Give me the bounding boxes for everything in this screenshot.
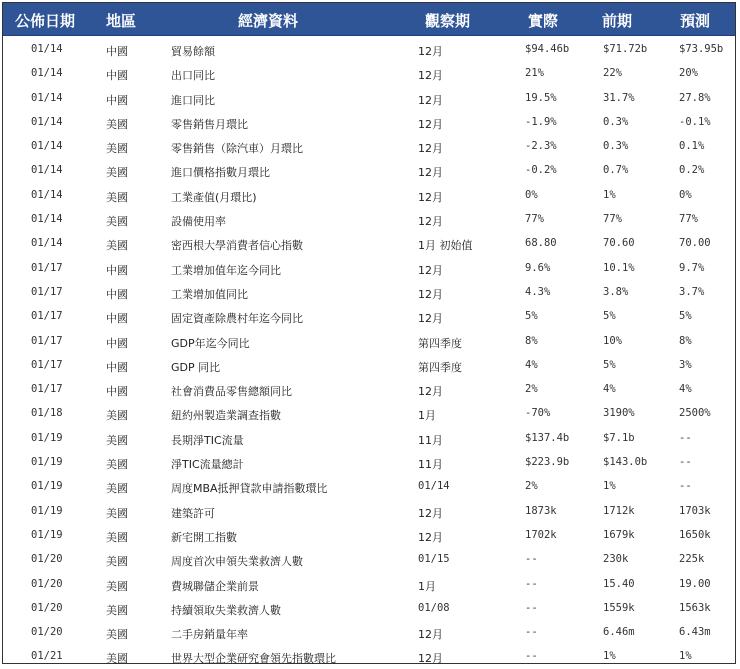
cell-forecast: 6.43m [679, 626, 711, 639]
cell-date: 01/19 [31, 504, 63, 517]
table-row [3, 280, 735, 304]
cell-date: 01/14 [31, 237, 63, 250]
table-row [3, 377, 735, 401]
cell-indicator: 出口同比 [171, 69, 215, 83]
cell-region: 美國 [106, 215, 128, 229]
cell-actual: -0.2% [525, 164, 557, 177]
cell-period: 12月 [418, 287, 443, 301]
cell-previous: 6.46m [603, 626, 635, 639]
cell-date: 01/14 [31, 188, 63, 201]
cell-previous: 10.1% [603, 261, 635, 274]
cell-indicator: 費城聯儲企業前景 [171, 579, 259, 593]
cell-date: 01/14 [31, 164, 63, 177]
header-previous: 前期 [602, 12, 633, 30]
cell-period: 1月 初始值 [418, 239, 473, 253]
cell-previous: 3190% [603, 407, 635, 420]
cell-period: 12月 [418, 142, 443, 156]
cell-actual: $94.46b [525, 43, 570, 55]
cell-forecast: 4% [679, 383, 692, 396]
cell-period: 11月 [418, 458, 443, 472]
cell-indicator: 密西根大學消費者信心指數 [171, 239, 303, 253]
cell-period: 01/14 [418, 480, 450, 493]
cell-previous: $7.1b [603, 431, 635, 444]
table-row [3, 353, 735, 377]
cell-previous: 10% [603, 334, 622, 347]
cell-period: 12月 [418, 117, 443, 131]
cell-indicator: 世界大型企業研究會領先指數環比 [171, 652, 336, 666]
cell-region: 中國 [106, 45, 128, 58]
table-row [3, 61, 735, 85]
cell-previous: 0.7% [603, 164, 629, 177]
cell-period: 12月 [418, 312, 443, 326]
cell-date: 01/14 [31, 115, 63, 128]
table-row [3, 86, 735, 110]
cell-date: 01/14 [31, 43, 63, 55]
cell-indicator: 二手房銷量年率 [171, 628, 248, 642]
cell-date: 01/17 [31, 261, 63, 274]
cell-previous: 5% [603, 310, 616, 323]
cell-region: 中國 [106, 287, 128, 301]
cell-previous: 1712k [603, 504, 635, 517]
cell-indicator: GDP年迄今同比 [171, 336, 250, 350]
cell-actual: -- [525, 577, 538, 590]
cell-actual: 9.6% [525, 261, 551, 274]
table-row [3, 207, 735, 231]
cell-previous: 22% [603, 67, 622, 80]
cell-actual: -70% [525, 407, 551, 420]
cell-indicator: 零售銷售月環比 [171, 117, 248, 131]
cell-region: 美國 [106, 652, 128, 666]
cell-region: 美國 [106, 603, 128, 617]
cell-region: 美國 [106, 166, 128, 180]
cell-forecast: 1% [679, 650, 692, 663]
cell-forecast: 9.7% [679, 261, 705, 274]
cell-date: 01/21 [31, 650, 63, 663]
table-row [3, 644, 735, 668]
table-row [3, 231, 735, 255]
cell-actual: 2% [525, 383, 538, 396]
cell-forecast: -- [679, 431, 692, 444]
cell-period: 12月 [418, 93, 443, 107]
cell-region: 美國 [106, 506, 128, 520]
cell-indicator: 社會消費品零售總額同比 [171, 385, 292, 399]
header-release-date: 公佈日期 [15, 12, 76, 30]
cell-forecast: 8% [679, 334, 692, 347]
header-indicator: 經濟資料 [238, 12, 299, 30]
cell-period: 1月 [418, 579, 436, 593]
cell-region: 中國 [106, 69, 128, 83]
cell-previous: $71.72b [603, 43, 648, 55]
table-row [3, 620, 735, 644]
cell-forecast: 1650k [679, 528, 711, 541]
cell-previous: 3.8% [603, 285, 629, 298]
cell-forecast: $73.95b [679, 43, 724, 55]
economic-calendar-table [2, 2, 736, 664]
cell-actual: 8% [525, 334, 538, 347]
cell-date: 01/14 [31, 67, 63, 80]
table-body [3, 37, 735, 669]
cell-forecast: 3% [679, 358, 692, 371]
cell-actual: -- [525, 553, 538, 566]
cell-indicator: 紐約州製造業調查指數 [171, 409, 281, 423]
cell-region: 美國 [106, 239, 128, 253]
cell-actual: 19.5% [525, 91, 557, 104]
cell-indicator: 零售銷售（除汽車）月環比 [171, 142, 303, 156]
cell-region: 中國 [106, 263, 128, 277]
table-row [3, 329, 735, 353]
cell-region: 中國 [106, 385, 128, 399]
table-row [3, 37, 735, 61]
cell-period: 12月 [418, 190, 443, 204]
cell-indicator: 貿易餘額 [171, 45, 215, 58]
table-row [3, 110, 735, 134]
cell-period: 第四季度 [418, 336, 462, 350]
cell-indicator: 周度首次申領失業救濟人數 [171, 555, 303, 569]
cell-indicator: 工業產值(月環比) [171, 190, 257, 204]
cell-previous: 1% [603, 188, 616, 201]
cell-indicator: 新宅開工指數 [171, 530, 237, 544]
cell-date: 01/17 [31, 358, 63, 371]
cell-indicator: 淨TIC流量總計 [171, 458, 244, 472]
cell-period: 12月 [418, 628, 443, 642]
cell-actual: $137.4b [525, 431, 570, 444]
cell-actual: -- [525, 650, 538, 663]
cell-date: 01/17 [31, 285, 63, 298]
cell-region: 美國 [106, 409, 128, 423]
cell-previous: 1559k [603, 601, 635, 614]
cell-period: 01/15 [418, 553, 450, 566]
table-header [3, 3, 735, 36]
table-row [3, 183, 735, 207]
table-row [3, 401, 735, 425]
cell-region: 中國 [106, 360, 128, 374]
cell-previous: 230k [603, 553, 629, 566]
cell-actual: -- [525, 626, 538, 639]
cell-forecast: 19.00 [679, 577, 711, 590]
cell-actual: 5% [525, 310, 538, 323]
cell-indicator: 工業增加值同比 [171, 287, 248, 301]
cell-date: 01/18 [31, 407, 63, 420]
cell-region: 美國 [106, 117, 128, 131]
cell-date: 01/19 [31, 480, 63, 493]
cell-period: 11月 [418, 433, 443, 447]
cell-region: 美國 [106, 555, 128, 569]
header-forecast: 預測 [680, 12, 711, 30]
cell-actual: 4% [525, 358, 538, 371]
header-actual: 實際 [528, 12, 559, 30]
cell-date: 01/20 [31, 601, 63, 614]
cell-forecast: 1703k [679, 504, 711, 517]
cell-indicator: 工業增加值年迄今同比 [171, 263, 281, 277]
cell-actual: 1702k [525, 528, 557, 541]
cell-indicator: 建築許可 [171, 506, 215, 520]
table-row [3, 450, 735, 474]
cell-previous: 4% [603, 383, 616, 396]
table-row [3, 474, 735, 498]
cell-date: 01/17 [31, 383, 63, 396]
cell-previous: 0.3% [603, 140, 629, 153]
cell-forecast: 5% [679, 310, 692, 323]
cell-forecast: 20% [679, 67, 698, 80]
cell-indicator: 持續領取失業救濟人數 [171, 603, 281, 617]
cell-date: 01/17 [31, 310, 63, 323]
cell-period: 12月 [418, 69, 443, 83]
cell-previous: 1679k [603, 528, 635, 541]
table-row [3, 256, 735, 280]
cell-actual: $223.9b [525, 456, 570, 469]
cell-period: 12月 [418, 263, 443, 277]
cell-period: 12月 [418, 215, 443, 229]
table-row [3, 596, 735, 620]
cell-forecast: 3.7% [679, 285, 705, 298]
cell-actual: 4.3% [525, 285, 551, 298]
cell-date: 01/19 [31, 528, 63, 541]
cell-date: 01/14 [31, 91, 63, 104]
cell-actual: 0% [525, 188, 538, 201]
cell-region: 中國 [106, 93, 128, 107]
cell-period: 12月 [418, 385, 443, 399]
table-row [3, 426, 735, 450]
cell-actual: 1873k [525, 504, 557, 517]
cell-forecast: 0.1% [679, 140, 705, 153]
cell-period: 01/08 [418, 601, 450, 614]
cell-region: 美國 [106, 579, 128, 593]
cell-period: 第四季度 [418, 360, 462, 374]
cell-forecast: 70.00 [679, 237, 711, 250]
table-row [3, 134, 735, 158]
header-period: 觀察期 [425, 12, 471, 30]
cell-date: 01/17 [31, 334, 63, 347]
cell-region: 美國 [106, 458, 128, 472]
cell-forecast: 0.2% [679, 164, 705, 177]
cell-region: 美國 [106, 530, 128, 544]
cell-previous: 1% [603, 480, 616, 493]
cell-date: 01/14 [31, 213, 63, 226]
cell-forecast: -0.1% [679, 115, 711, 128]
cell-actual: 2% [525, 480, 538, 493]
cell-forecast: 27.8% [679, 91, 711, 104]
cell-forecast: 1563k [679, 601, 711, 614]
cell-date: 01/20 [31, 626, 63, 639]
cell-previous: 0.3% [603, 115, 629, 128]
cell-region: 美國 [106, 142, 128, 156]
cell-previous: 31.7% [603, 91, 635, 104]
cell-previous: 15.40 [603, 577, 635, 590]
table-row [3, 572, 735, 596]
cell-date: 01/19 [31, 456, 63, 469]
cell-indicator: 設備使用率 [171, 215, 226, 229]
table-row [3, 499, 735, 523]
header-region: 地區 [106, 12, 137, 30]
cell-date: 01/20 [31, 553, 63, 566]
cell-period: 12月 [418, 652, 443, 666]
table-row [3, 304, 735, 328]
cell-indicator: 固定資產除農村年迄今同比 [171, 312, 303, 326]
cell-period: 12月 [418, 45, 443, 58]
cell-forecast: 225k [679, 553, 705, 566]
cell-date: 01/14 [31, 140, 63, 153]
cell-date: 01/20 [31, 577, 63, 590]
cell-indicator: 進口價格指數月環比 [171, 166, 270, 180]
cell-indicator: 長期淨TIC流量 [171, 433, 244, 447]
cell-period: 12月 [418, 166, 443, 180]
cell-previous: $143.0b [603, 456, 648, 469]
cell-date: 01/19 [31, 431, 63, 444]
table-row [3, 158, 735, 182]
cell-region: 中國 [106, 336, 128, 350]
cell-region: 美國 [106, 190, 128, 204]
cell-previous: 5% [603, 358, 616, 371]
cell-region: 美國 [106, 628, 128, 642]
cell-previous: 1% [603, 650, 616, 663]
cell-previous: 70.60 [603, 237, 635, 250]
cell-actual: 77% [525, 213, 544, 226]
cell-actual: 68.80 [525, 237, 557, 250]
cell-forecast: -- [679, 480, 692, 493]
table-row [3, 523, 735, 547]
cell-forecast: 77% [679, 213, 698, 226]
cell-region: 中國 [106, 312, 128, 326]
cell-indicator: 進口同比 [171, 93, 215, 107]
cell-period: 12月 [418, 530, 443, 544]
cell-region: 美國 [106, 482, 128, 496]
cell-period: 12月 [418, 506, 443, 520]
cell-period: 1月 [418, 409, 436, 423]
cell-region: 美國 [106, 433, 128, 447]
cell-actual: -1.9% [525, 115, 557, 128]
cell-forecast: -- [679, 456, 692, 469]
table-row [3, 547, 735, 571]
cell-forecast: 2500% [679, 407, 711, 420]
cell-indicator: 周度MBA抵押貸款申請指數環比 [171, 482, 328, 496]
cell-previous: 77% [603, 213, 622, 226]
cell-forecast: 0% [679, 188, 692, 201]
cell-actual: 21% [525, 67, 544, 80]
cell-actual: -2.3% [525, 140, 557, 153]
cell-actual: -- [525, 601, 538, 614]
cell-indicator: GDP 同比 [171, 360, 221, 374]
